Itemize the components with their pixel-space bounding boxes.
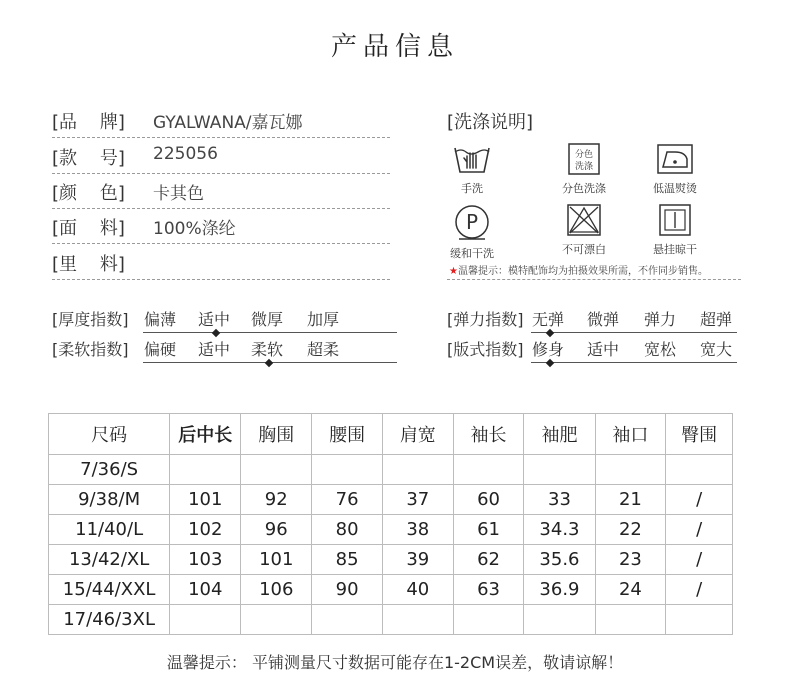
index-option: 适中	[198, 310, 231, 329]
info-value: 卡其色	[153, 184, 204, 204]
care-item	[635, 203, 715, 257]
page-title: 产品信息	[330, 32, 459, 62]
care-item	[544, 142, 624, 196]
index-label: [厚度指数]	[52, 310, 129, 329]
info-value: 225056	[153, 144, 218, 164]
column-header: 袖长	[453, 414, 524, 455]
index-option: 适中	[587, 340, 620, 359]
table-cell: 63	[453, 575, 524, 605]
info-label: [里 料]	[52, 254, 125, 275]
care-item	[544, 203, 624, 257]
index-label: [柔软指数]	[52, 340, 129, 359]
column-header: 后中长	[170, 414, 241, 455]
index-option: 宽松	[644, 340, 677, 359]
column-header: 胸围	[241, 414, 312, 455]
table-cell: 106	[241, 575, 312, 605]
table-cell: 33	[524, 485, 595, 515]
table-header-row	[49, 414, 733, 455]
table-cell: 62	[453, 545, 524, 575]
wash-separately-icon	[544, 142, 624, 176]
table-cell: 40	[382, 575, 453, 605]
care-divider	[447, 279, 741, 280]
care-note-text: 温馨提示：模特配饰均为拍摄效果所需，不作同步销售。	[457, 266, 708, 277]
table-cell: 34.3	[524, 515, 595, 545]
table-cell: 22	[595, 515, 666, 545]
table-cell: 90	[312, 575, 383, 605]
index-option: 柔软	[251, 340, 284, 359]
table-cell: 104	[170, 575, 241, 605]
column-header: 袖口	[595, 414, 666, 455]
care-title: [洗涤说明]	[447, 112, 534, 133]
table-cell: 101	[241, 545, 312, 575]
care-label: 低温熨烫	[653, 182, 697, 195]
column-header: 袖肥	[524, 414, 595, 455]
index-option: 偏硬	[144, 340, 177, 359]
info-divider	[52, 243, 390, 244]
table-cell: /	[666, 515, 733, 545]
care-item	[635, 142, 715, 196]
table-cell	[382, 455, 453, 485]
table-cell: /	[666, 575, 733, 605]
index-option: 宽大	[700, 340, 733, 359]
table-row	[49, 455, 733, 485]
table-cell	[666, 455, 733, 485]
care-item	[432, 203, 512, 261]
column-header: 腰围	[312, 414, 383, 455]
info-label: [品 牌]	[52, 112, 125, 133]
info-divider	[52, 173, 390, 174]
info-row	[52, 250, 388, 280]
table-cell: 61	[453, 515, 524, 545]
hand-wash-icon	[432, 142, 512, 176]
table-cell	[453, 455, 524, 485]
table-cell: 35.6	[524, 545, 595, 575]
index-scale-line	[531, 332, 737, 333]
index-option: 超弹	[700, 310, 733, 329]
info-row	[52, 179, 388, 209]
care-label: 不可漂白	[562, 243, 606, 256]
table-cell	[595, 605, 666, 635]
index-option: 无弹	[532, 310, 565, 329]
info-value: 100%涤纶	[153, 219, 236, 239]
table-row	[49, 485, 733, 515]
hang-dry-icon	[635, 203, 715, 237]
table-cell	[382, 605, 453, 635]
index-scale-line	[531, 362, 737, 363]
table-row	[49, 605, 733, 635]
table-row	[49, 575, 733, 605]
info-label: [面 料]	[52, 218, 125, 239]
index-option: 超柔	[307, 340, 340, 359]
table-cell: /	[666, 545, 733, 575]
table-cell	[524, 605, 595, 635]
column-header: 肩宽	[382, 414, 453, 455]
index-option: 微弹	[587, 310, 620, 329]
index-scale-line	[143, 332, 397, 333]
index-label: [弹力指数]	[447, 310, 524, 329]
table-cell	[312, 455, 383, 485]
table-cell: 13/42/XL	[49, 545, 170, 575]
table-cell: 17/46/3XL	[49, 605, 170, 635]
table-cell: 24	[595, 575, 666, 605]
info-label: [款 号]	[52, 148, 125, 169]
index-marker	[546, 359, 554, 367]
table-cell: 21	[595, 485, 666, 515]
table-cell: /	[666, 485, 733, 515]
table-row	[49, 545, 733, 575]
table-cell	[524, 455, 595, 485]
table-cell: 103	[170, 545, 241, 575]
table-cell: 38	[382, 515, 453, 545]
table-cell: 36.9	[524, 575, 595, 605]
table-cell: 11/40/L	[49, 515, 170, 545]
index-row	[52, 335, 397, 363]
index-row	[52, 305, 397, 333]
index-row	[447, 305, 737, 333]
index-option: 弹力	[644, 310, 677, 329]
info-divider	[52, 208, 390, 209]
care-label: 缓和干洗	[450, 247, 494, 260]
index-option: 修身	[532, 340, 565, 359]
index-option: 微厚	[251, 310, 284, 329]
table-cell	[170, 455, 241, 485]
svg-text:P: P	[465, 210, 479, 234]
table-cell: 15/44/XXL	[49, 575, 170, 605]
table-cell: 7/36/S	[49, 455, 170, 485]
table-cell	[595, 455, 666, 485]
table-cell: 39	[382, 545, 453, 575]
table-cell	[170, 605, 241, 635]
table-cell: 9/38/M	[49, 485, 170, 515]
no-bleach-icon	[544, 203, 624, 237]
info-row	[52, 108, 388, 138]
care-note	[449, 262, 708, 277]
column-header: 尺码	[49, 414, 170, 455]
gentle-dry-clean-icon	[432, 203, 512, 241]
table-cell: 23	[595, 545, 666, 575]
index-marker	[265, 359, 273, 367]
table-cell	[241, 605, 312, 635]
table-cell: 80	[312, 515, 383, 545]
footnote: 温馨提示： 平铺测量尺寸数据可能存在1-2CM误差，敬请谅解！	[166, 653, 624, 672]
size-table	[48, 413, 733, 635]
table-cell	[453, 605, 524, 635]
table-cell: 76	[312, 485, 383, 515]
table-row	[49, 515, 733, 545]
table-cell: 96	[241, 515, 312, 545]
index-row	[447, 335, 737, 363]
table-cell: 60	[453, 485, 524, 515]
column-header: 臀围	[666, 414, 733, 455]
info-divider	[52, 137, 390, 138]
table-cell: 37	[382, 485, 453, 515]
care-label: 分色洗涤	[562, 182, 606, 195]
info-row	[52, 144, 388, 174]
table-cell: 92	[241, 485, 312, 515]
table-cell: 101	[170, 485, 241, 515]
table-cell	[666, 605, 733, 635]
info-label: [颜 色]	[52, 183, 125, 204]
table-cell: 85	[312, 545, 383, 575]
index-option: 偏薄	[144, 310, 177, 329]
table-cell	[312, 605, 383, 635]
svg-text:洗涤: 洗涤	[574, 162, 594, 172]
info-divider	[52, 279, 390, 280]
index-option: 适中	[198, 340, 231, 359]
info-value: GYALWANA/嘉瓦娜	[153, 113, 303, 133]
care-label: 手洗	[461, 182, 483, 195]
star-icon: ★	[449, 266, 458, 277]
svg-text:分色: 分色	[574, 150, 594, 160]
care-label: 悬挂晾干	[653, 243, 697, 256]
index-label: [版式指数]	[447, 340, 524, 359]
low-temp-iron-icon	[635, 142, 715, 176]
index-option: 加厚	[307, 310, 340, 329]
table-cell: 102	[170, 515, 241, 545]
care-item	[432, 142, 512, 196]
info-row	[52, 214, 388, 244]
table-cell	[241, 455, 312, 485]
